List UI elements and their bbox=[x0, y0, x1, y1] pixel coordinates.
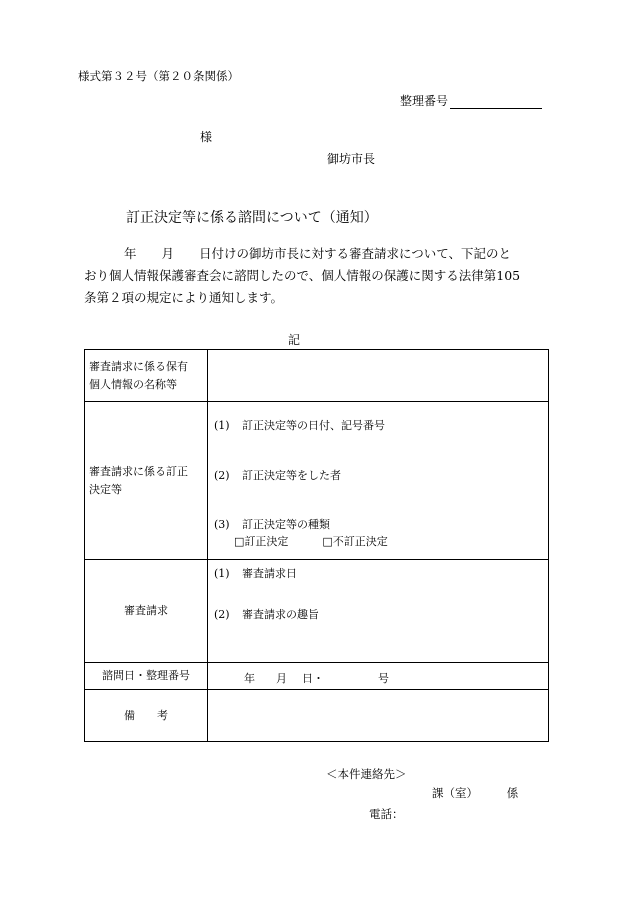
row-label-records bbox=[85, 350, 208, 402]
number-label: 号 bbox=[378, 672, 389, 685]
item-number: (2) bbox=[214, 469, 230, 482]
request-cell bbox=[208, 560, 549, 663]
item-text: 審査請求の趣旨 bbox=[242, 608, 319, 621]
checkbox-correction[interactable]: □訂正決定 bbox=[234, 535, 289, 548]
decision-cell bbox=[208, 402, 549, 560]
body-line-2: おり個人情報保護審査会に諮問したので、個人情報の保護に関する法律第105 bbox=[84, 268, 521, 283]
contact-section: 課（室） 係 bbox=[432, 786, 519, 800]
form-number: 様式第３２号（第２０条関係） bbox=[78, 69, 239, 83]
reference-label: 整理番号 bbox=[400, 94, 449, 108]
item-text: 審査請求日 bbox=[242, 567, 297, 580]
row-label-line: 個人情報の名称等 bbox=[89, 377, 177, 391]
row-label-request: 審査請求 bbox=[85, 560, 208, 663]
item-number: (1) bbox=[214, 419, 230, 432]
details-table bbox=[84, 349, 549, 742]
table-row bbox=[85, 560, 549, 663]
sender: 御坊市長 bbox=[327, 152, 376, 166]
reference-number bbox=[400, 92, 542, 109]
item-text: 訂正決定等の種類 bbox=[242, 518, 330, 531]
consult-date-fields bbox=[244, 670, 389, 686]
body-line-1: 年 月 日付けの御坊市長に対する審査請求について、下記のと bbox=[124, 246, 512, 261]
item-number: (2) bbox=[214, 608, 230, 621]
consult-date-cell bbox=[208, 663, 549, 690]
ki-heading: 記 bbox=[288, 333, 301, 347]
row-label-line: 審査請求に係る保有 bbox=[89, 359, 188, 373]
item-text: 訂正決定等をした者 bbox=[242, 469, 341, 482]
table-row bbox=[85, 350, 549, 402]
row-label-line: 決定等 bbox=[89, 482, 122, 496]
contact-phone: 電話： bbox=[369, 807, 404, 821]
request-item-1 bbox=[214, 565, 297, 581]
decision-item-1 bbox=[214, 417, 385, 433]
reference-blank-line bbox=[450, 96, 542, 109]
contact-heading: ＜本件連絡先＞ bbox=[326, 767, 407, 781]
table-row bbox=[85, 690, 549, 742]
checkbox-no-correction[interactable]: □不訂正決定 bbox=[322, 535, 388, 548]
remarks-cell bbox=[208, 690, 549, 742]
row-label-consult-date: 諮問日・整理番号 bbox=[85, 663, 208, 690]
body-line-3: 条第２項の規定により通知します。 bbox=[84, 290, 284, 305]
row-label-remarks: 備 考 bbox=[85, 690, 208, 742]
decision-type-checkboxes bbox=[234, 533, 422, 549]
row-label-decision bbox=[85, 402, 208, 560]
year-label: 年 bbox=[244, 672, 255, 685]
body-paragraph bbox=[84, 243, 554, 309]
addressee-suffix: 様 bbox=[200, 130, 213, 144]
records-cell bbox=[208, 350, 549, 402]
decision-item-3 bbox=[214, 516, 330, 532]
table-row bbox=[85, 402, 549, 560]
month-label: 月 bbox=[276, 672, 287, 685]
document-title: 訂正決定等に係る諮問について（通知） bbox=[126, 210, 378, 226]
request-item-2 bbox=[214, 606, 319, 622]
table-row bbox=[85, 663, 549, 690]
item-text: 訂正決定等の日付、記号番号 bbox=[242, 419, 385, 432]
day-label: 日・ bbox=[302, 672, 324, 685]
row-label-line: 審査請求に係る訂正 bbox=[89, 464, 188, 478]
item-number: (1) bbox=[214, 567, 230, 580]
decision-item-2 bbox=[214, 467, 341, 483]
item-number: (3) bbox=[214, 518, 230, 531]
